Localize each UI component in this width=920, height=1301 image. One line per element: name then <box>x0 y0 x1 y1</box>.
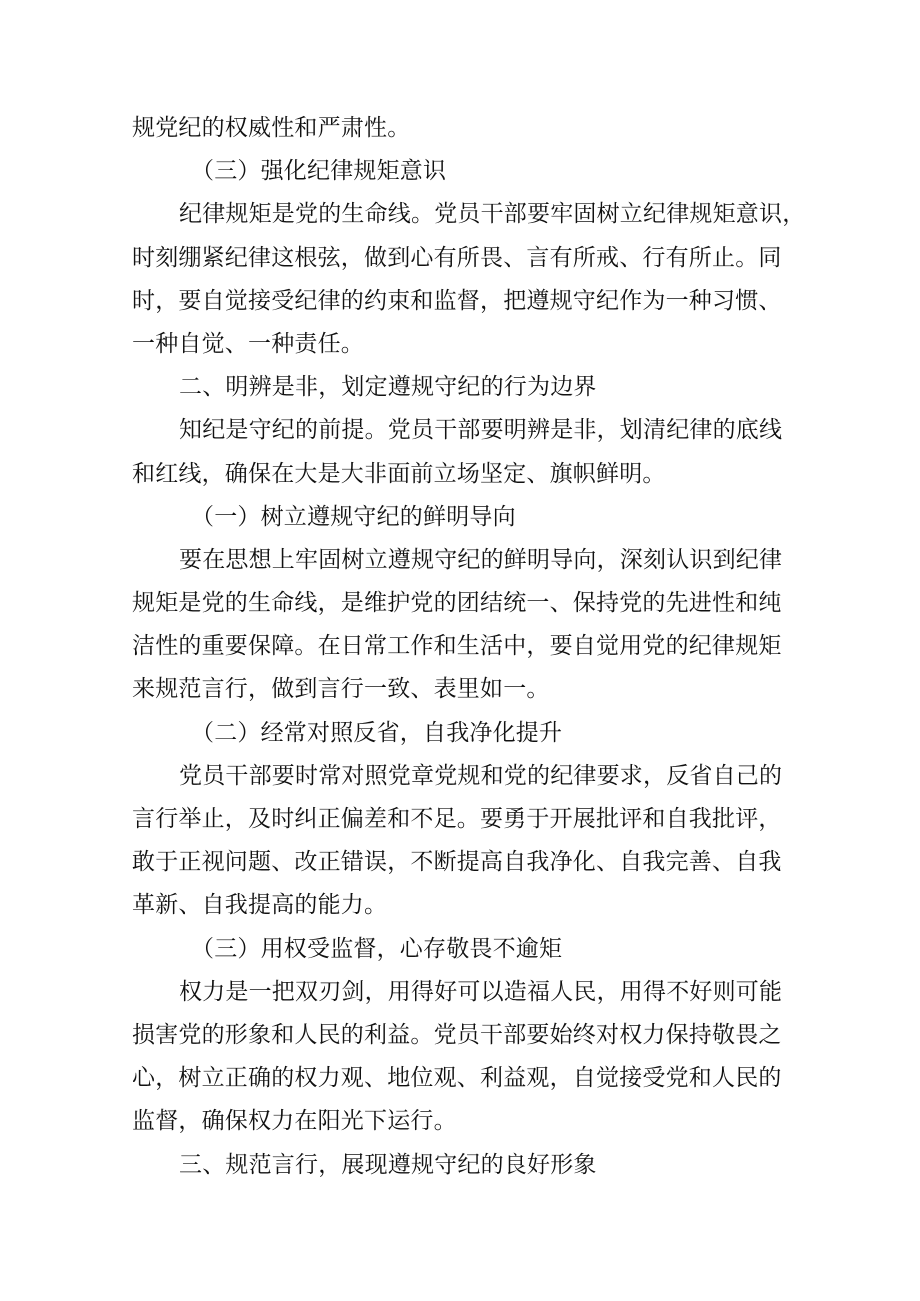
paragraph-first-line: 党员干部要时常对照党章党规和党的纪律要求，反省自己的 <box>179 762 783 789</box>
body-text-line: 和红线，确保在大是大非面前立场坚定、旗帜鲜明。 <box>132 460 666 487</box>
paragraph-first-line: 要在思想上牢固树立遵规守纪的鲜明导向，深刻认识到纪律 <box>179 546 783 573</box>
body-text-line: 洁性的重要保障。在日常工作和生活中，要自觉用党的纪律规矩 <box>132 633 782 660</box>
paragraph-first-line: 知纪是守纪的前提。党员干部要明辨是非，划清纪律的底线 <box>179 417 783 444</box>
body-text-line: 革新、自我提高的能力。 <box>132 892 388 919</box>
subsection-heading: （二）经常对照反省，自我净化提升 <box>191 719 563 746</box>
body-text-line: 敢于正视问题、改正错误，不断提高自我净化、自我完善、自我 <box>132 849 782 876</box>
body-text-line: 规党纪的权威性和严肃性。 <box>132 115 411 141</box>
body-text-line: 监督，确保权力在阳光下运行。 <box>132 1108 457 1135</box>
body-text-line: 时刻绷紧纪律这根弦，做到心有所畏、言有所戒、行有所止。同 <box>132 244 782 271</box>
paragraph-first-line: 纪律规矩是党的生命线。党员干部要牢固树立纪律规矩意识， <box>179 201 806 228</box>
body-text-line: 规矩是党的生命线，是维护党的团结统一、保持党的先进性和纯 <box>132 590 782 617</box>
subsection-heading: （三）用权受监督，心存敬畏不逾矩 <box>191 935 563 962</box>
body-text-line: 一种自觉、一种责任。 <box>132 330 364 357</box>
body-text-line: 损害党的形象和人民的利益。党员干部要始终对权力保持敬畏之 <box>132 1021 782 1048</box>
subsection-heading: （一）树立遵规守纪的鲜明导向 <box>191 503 516 530</box>
section-heading: 三、规范言行，展现遵规守纪的良好形象 <box>179 1151 597 1178</box>
body-text-line: 来规范言行，做到言行一致、表里如一。 <box>132 676 550 703</box>
paragraph-first-line: 权力是一把双刃剑，用得好可以造福人民，用得不好则可能 <box>179 978 783 1005</box>
body-text-line: 时，要自觉接受纪律的约束和监督，把遵规守纪作为一种习惯、 <box>132 287 782 314</box>
section-heading: 二、明辨是非，划定遵规守纪的行为边界 <box>179 374 597 401</box>
body-text-line: 言行举止，及时纠正偏差和不足。要勇于开展批评和自我批评， <box>132 806 782 832</box>
subsection-heading: （三）强化纪律规矩意识 <box>191 158 447 185</box>
body-text-line: 心，树立正确的权力观、地位观、利益观，自觉接受党和人民的 <box>132 1065 782 1092</box>
